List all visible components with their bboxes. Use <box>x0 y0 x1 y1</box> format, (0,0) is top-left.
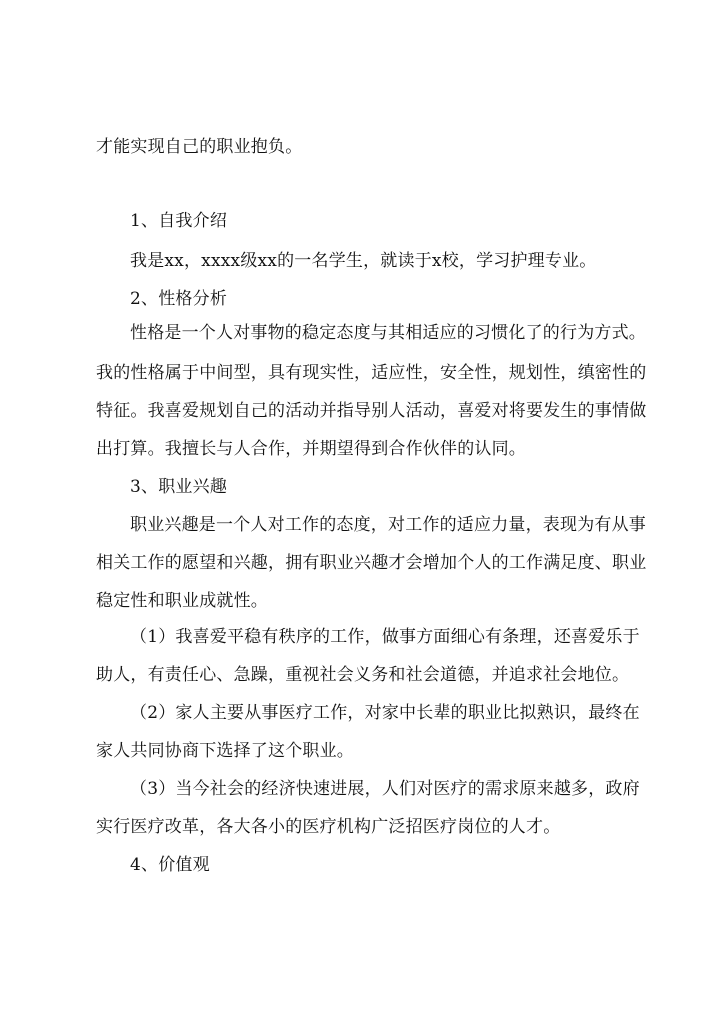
paragraph-personality-line-2: 我的性格属于中间型，具有现实性，适应性，安全性，规划性，缜密性的 <box>96 363 647 383</box>
list-item-2-line-2: 家人共同协商下选择了这个职业。 <box>96 741 354 761</box>
paragraph-career-interest-line-3: 稳定性和职业成就性。 <box>96 591 268 611</box>
paragraph-personality-line-1: 性格是一个人对事物的稳定态度与其相适应的习惯化了的行为方式。 <box>130 323 646 343</box>
list-item-1-line-1: （1）我喜爱平稳有秩序的工作，做事方面细心有条理，还喜爱乐于 <box>130 627 640 647</box>
paragraph-career-interest-line-2: 相关工作的愿望和兴趣，拥有职业兴趣才会增加个人的工作满足度、职业 <box>96 553 647 573</box>
list-item-2-line-1: （2）家人主要从事医疗工作，对家中长辈的职业比拟熟识，最终在 <box>130 703 640 723</box>
heading-career-interest: 3、职业兴趣 <box>130 477 228 497</box>
paragraph-career-interest-line-1: 职业兴趣是一个人对工作的态度，对工作的适应力量，表现为有从事 <box>130 515 646 535</box>
paragraph-personality-line-3: 特征。我喜爱规划自己的活动并指导别人活动，喜爱对将要发生的事情做 <box>96 401 647 421</box>
heading-self-introduction: 1、自我介绍 <box>130 211 228 231</box>
heading-values: 4、价值观 <box>130 855 210 875</box>
list-item-3-line-1: （3）当今社会的经济快速进展，人们对医疗的需求原来越多，政府 <box>130 779 640 799</box>
paragraph-personality-line-4: 出打算。我擅长与人合作，并期望得到合作伙伴的认同。 <box>96 439 526 459</box>
paragraph-self-introduction: 我是xx，xxxx级xx的一名学生，就读于x校，学习护理专业。 <box>130 251 597 271</box>
list-item-3-line-2: 实行医疗改革，各大各小的医疗机构广泛招医疗岗位的人才。 <box>96 817 561 837</box>
heading-personality-analysis: 2、性格分析 <box>130 289 228 309</box>
paragraph-continuation: 才能实现自己的职业抱负。 <box>96 137 303 157</box>
list-item-1-line-2: 助人，有责任心、急躁，重视社会义务和社会道德，并追求社会地位。 <box>96 665 630 685</box>
